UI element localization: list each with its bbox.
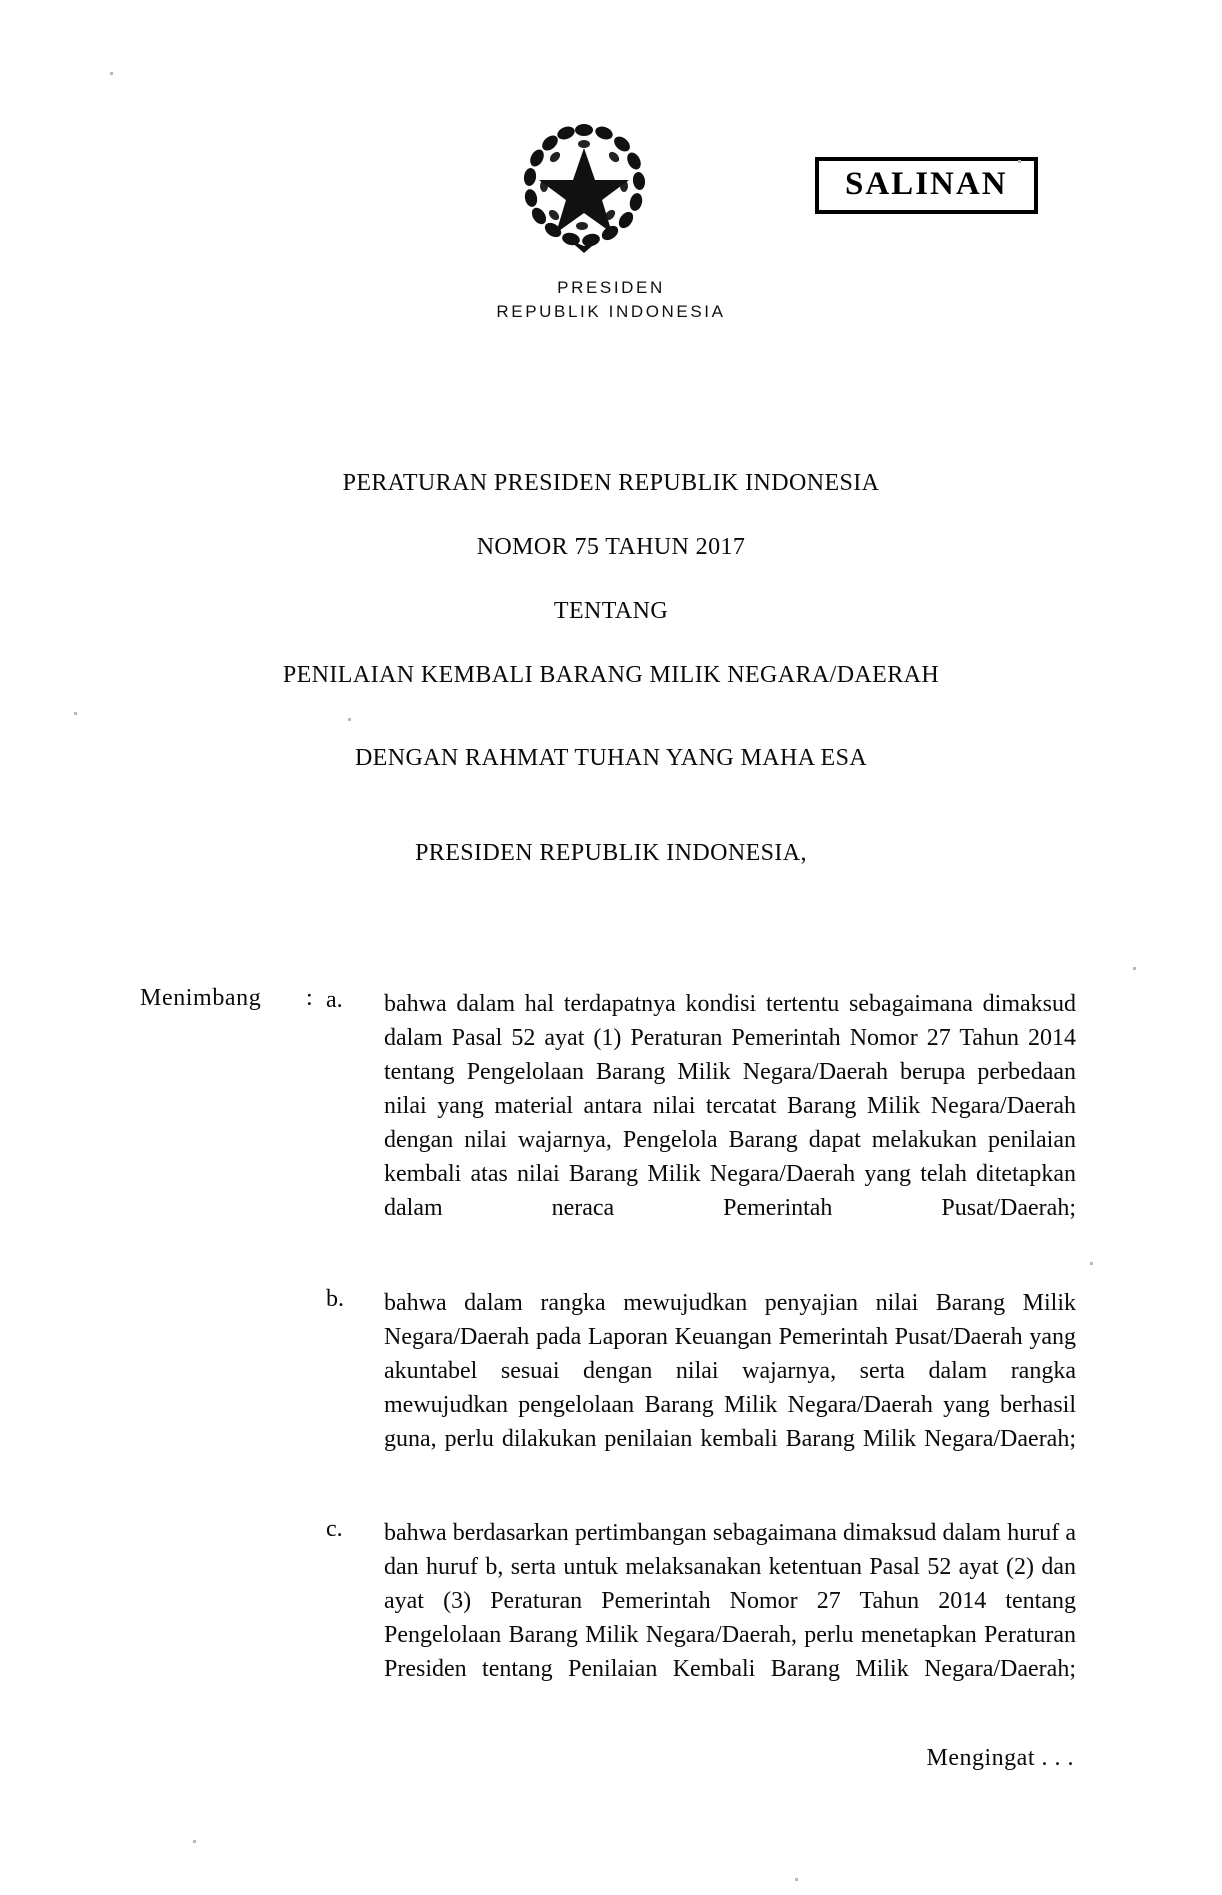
- considerans-items: [326, 987, 1076, 1747]
- list-item-marker: c.: [326, 1516, 343, 1543]
- list-item-text: bahwa berdasarkan pertimbangan sebagaimana dimaksud dalam huruf a dan huruf b, serta untuk melaksanakan ketentuan Pasal 52 ayat (2) dan ayat (3) Peraturan Pemerintah Nomor 27 Tahun 2014 tentang Pengelolaan Barang Milik Negara/Daerah, perlu menetapkan Peraturan Presiden tentang Penilaian Kembali Barang Milik Negara/Daerah;: [384, 1520, 1076, 1683]
- list-item: [326, 987, 1076, 1260]
- scan-speck: [1018, 160, 1021, 163]
- institution-line-1: PRESIDEN: [557, 278, 665, 297]
- list-item-marker: a.: [326, 987, 343, 1013]
- considerans-label: Menimbang: [140, 985, 262, 1011]
- title-tentang: TENTANG: [553, 598, 669, 624]
- list-item-marker: b.: [326, 1285, 344, 1312]
- scan-speck: [110, 72, 113, 75]
- title-regulation-type: PERATURAN PRESIDEN REPUBLIK INDONESIA: [342, 470, 880, 496]
- salinan-stamp: SALINAN: [815, 157, 1038, 214]
- scan-speck: [193, 1840, 196, 1843]
- scan-speck: [1090, 1262, 1093, 1265]
- document-title-block: [0, 470, 1222, 904]
- scan-speck: [795, 1878, 798, 1881]
- title-invocation: DENGAN RAHMAT TUHAN YANG MAHA ESA: [354, 745, 868, 771]
- considerans-colon: :: [306, 985, 313, 1011]
- title-number-year: NOMOR 75 TAHUN 2017: [476, 534, 746, 560]
- title-subject: PENILAIAN KEMBALI BARANG MILIK NEGARA/DAERAH: [282, 662, 940, 688]
- scan-speck: [348, 718, 351, 721]
- scan-speck: [74, 712, 77, 715]
- list-item: [326, 1516, 1076, 1720]
- list-item: [326, 1286, 1076, 1490]
- garuda-star-emblem-icon: [509, 120, 659, 255]
- page-catchword: Mengingat . . .: [926, 1745, 1074, 1771]
- title-signatory-authority: PRESIDEN REPUBLIK INDONESIA,: [415, 840, 807, 866]
- scan-speck: [1133, 967, 1136, 970]
- institution-line-2: REPUBLIK INDONESIA: [496, 302, 726, 321]
- list-item-text: bahwa dalam hal terdapatnya kondisi tertentu sebagaimana dimaksud dalam Pasal 52 ayat (1) Peraturan Pemerintah Nomor 27 Tahun 2014 tentang Pengelolaan Barang Milik Negara/Daerah berupa perbedaan nilai yang material antara nilai tercatat Barang Milik Negara/Daerah dengan nilai wajarnya, Pengelola Barang dapat melakukan penilaian kembali atas nilai Barang Milik Negara/Daerah yang telah ditetapkan dalam neraca Pemerintah Pusat/Daerah;: [384, 991, 1076, 1222]
- list-item-text: bahwa dalam rangka mewujudkan penyajian nilai Barang Milik Negara/Daerah pada Laporan Keuangan Pemerintah Pusat/Daerah yang akuntabel sesuai dengan nilai wajarnya, serta dalam rangka mewujudkan pengelolaan Barang Milik Negara/Daerah yang berhasil guna, perlu dilakukan penilaian kembali Barang Milik Negara/Daerah;: [384, 1289, 1076, 1452]
